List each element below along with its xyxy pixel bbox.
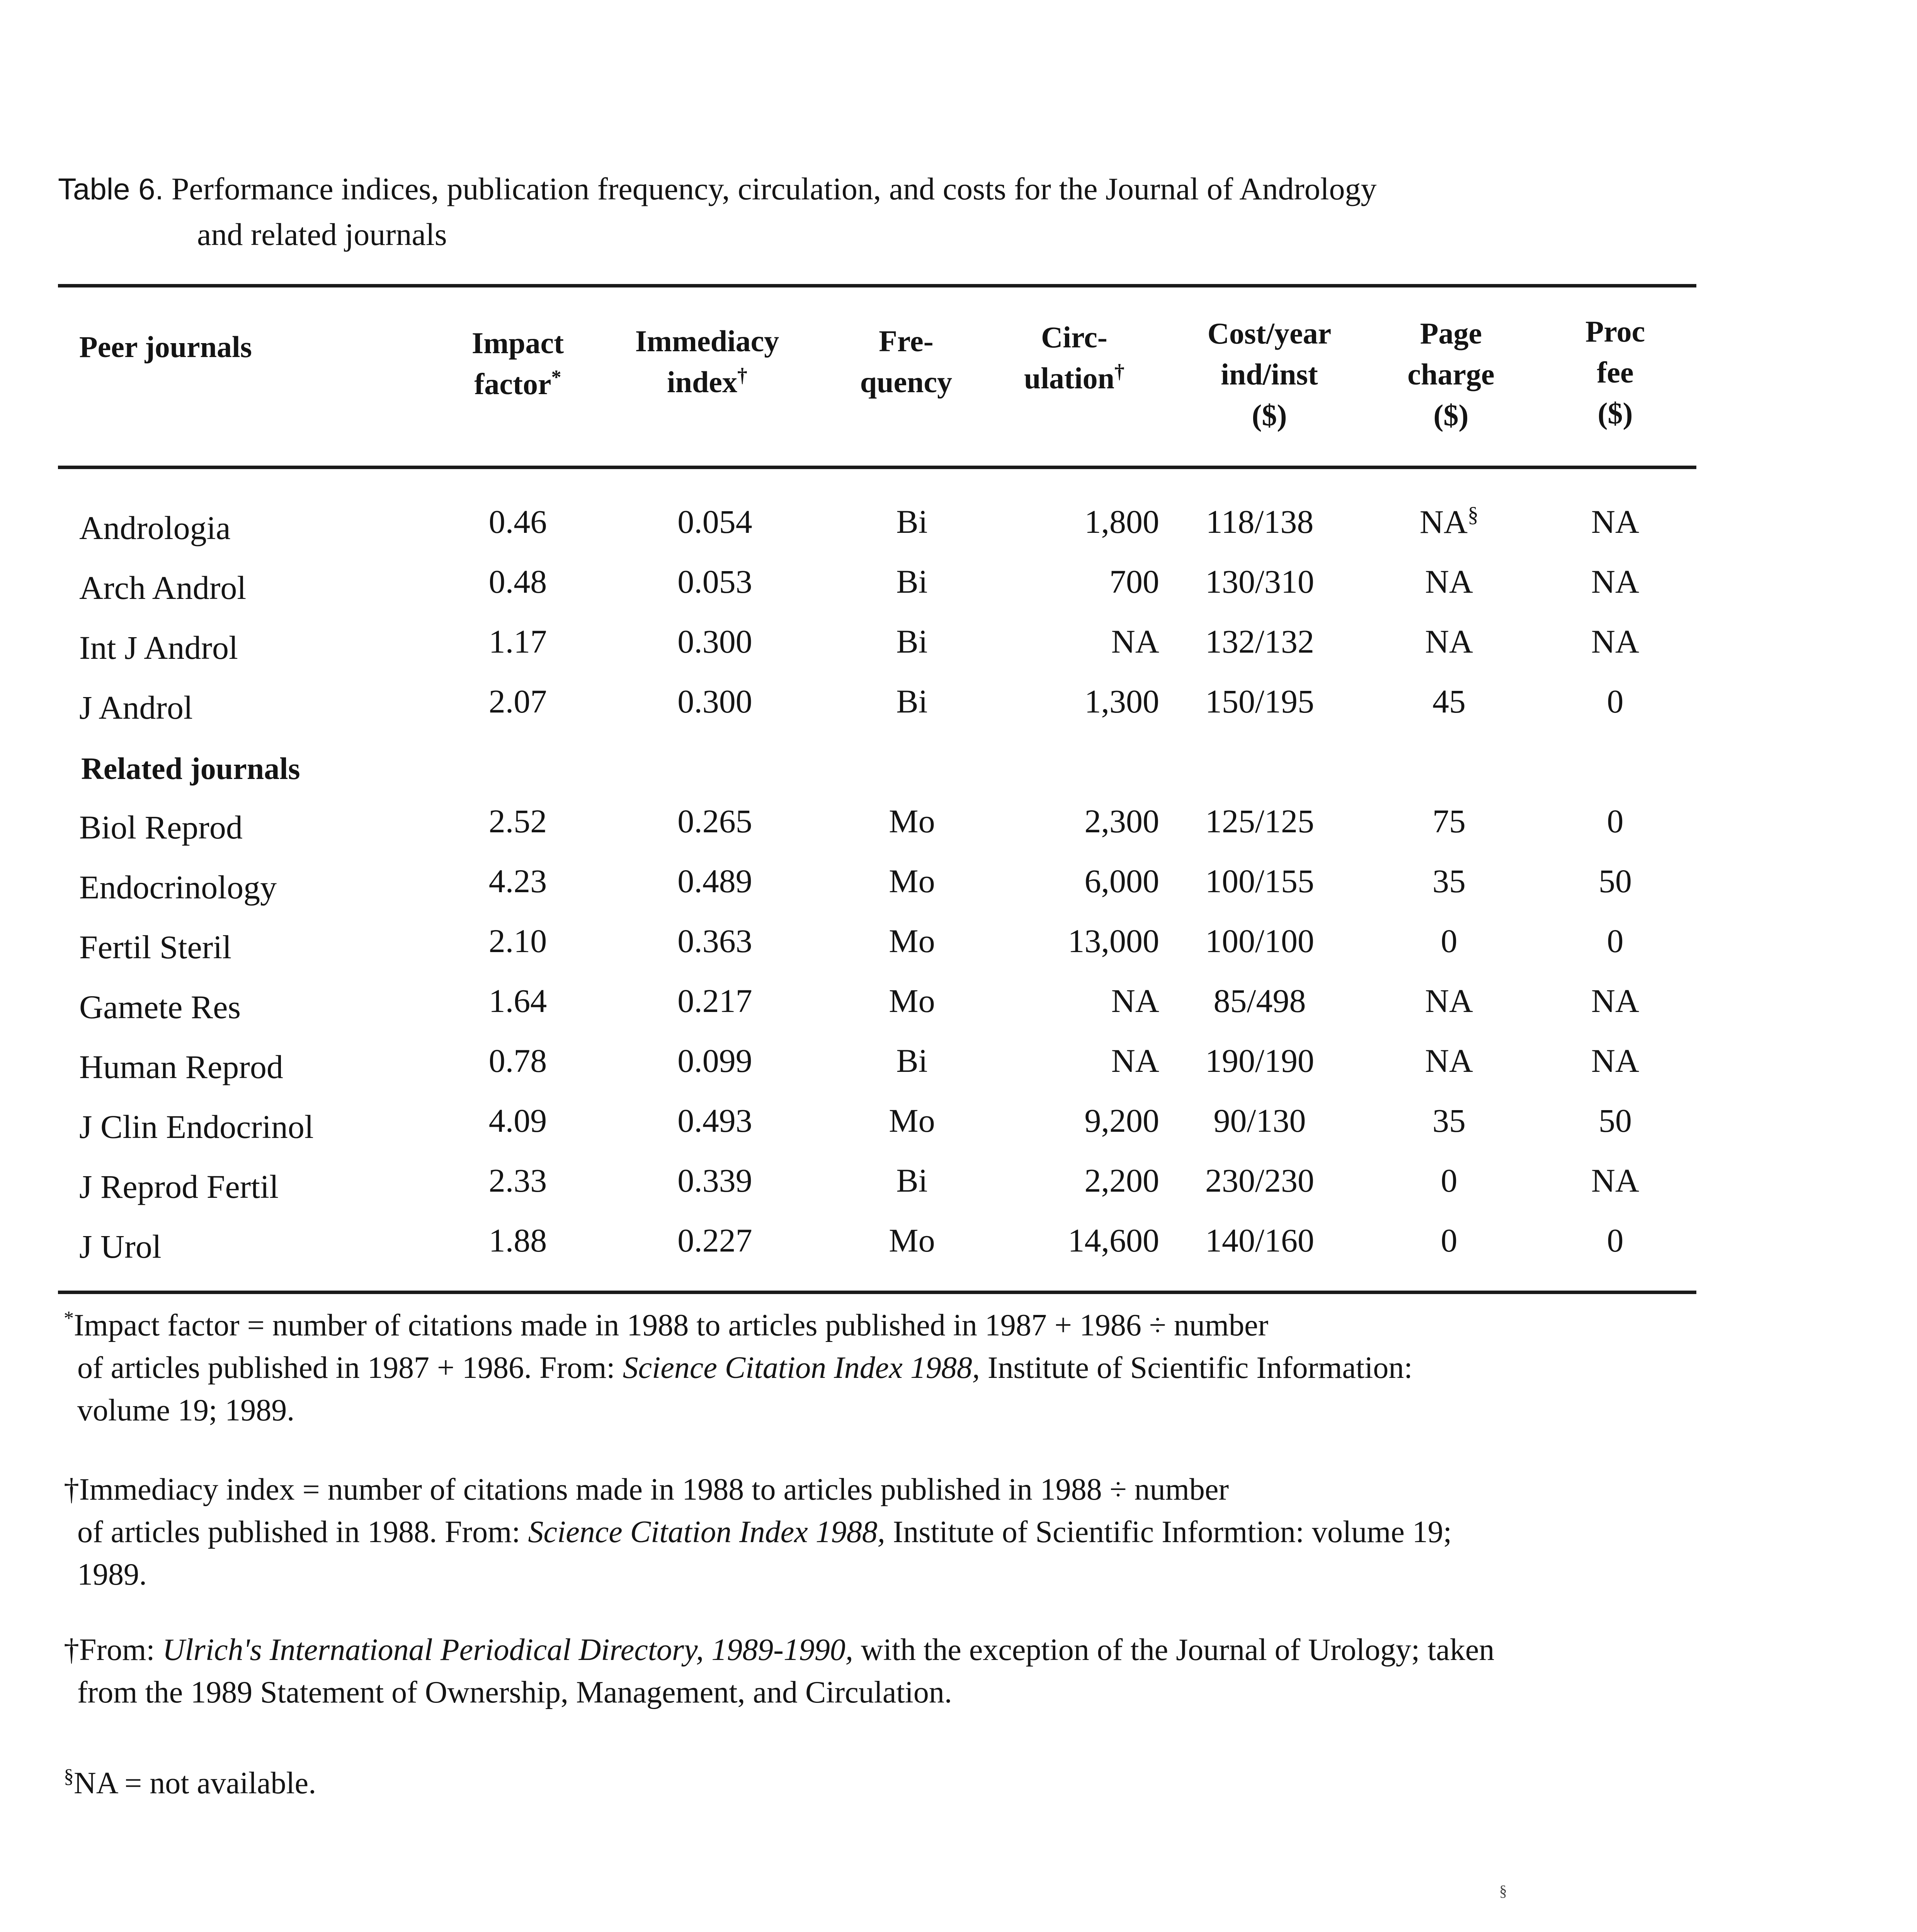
cost-value: 100/155 [1205, 862, 1314, 900]
footnote-immediacy-line2a: of articles published in 1988. From: [77, 1515, 528, 1549]
frequency-value: Mo [889, 922, 935, 959]
cost-value: 150/195 [1205, 683, 1314, 720]
journal-name: J Androl [79, 689, 193, 726]
journal-name: Andrologia [79, 509, 231, 546]
header-frequency-line2: quency [860, 365, 953, 399]
header-circulation [1005, 317, 1144, 399]
page-charge-mark: § [1468, 503, 1479, 527]
table-row [0, 622, 1917, 680]
circulation-value: 13,000 [1068, 922, 1159, 959]
circulation-value: NA [1111, 1042, 1159, 1079]
table-row [0, 682, 1917, 740]
footnote-circulation-source: Ulrich's International Periodical Directory, 1989-1990, [162, 1633, 853, 1667]
footnote-immediacy-mark: † [64, 1473, 79, 1507]
proc-fee-value: 0 [1607, 1222, 1624, 1259]
page-charge-value: NA [1425, 982, 1473, 1019]
frequency-value: Bi [896, 563, 928, 600]
immediacy-value: 0.489 [677, 862, 752, 900]
table-row [0, 562, 1917, 620]
proc-fee-value: 50 [1599, 862, 1632, 900]
immediacy-value: 0.363 [677, 922, 752, 959]
table-row [0, 1221, 1917, 1279]
header-cost-line3: ($) [1252, 398, 1287, 432]
footnote-impact-line2b: Institute of Scientific Information: [980, 1351, 1413, 1385]
footnote-impact-line2a: of articles published in 1987 + 1986. From: [77, 1351, 623, 1385]
circulation-value: 6,000 [1084, 862, 1159, 900]
cost-value: 230/230 [1205, 1162, 1314, 1199]
journal-name: J Clin Endocrinol [79, 1108, 314, 1145]
proc-fee-value: NA [1591, 623, 1640, 660]
impact-value: 1.17 [488, 623, 547, 660]
proc-fee-value: NA [1591, 1162, 1640, 1199]
impact-value: 2.07 [488, 683, 547, 720]
footnote-immediacy-line2b: Institute of Scientific Informtion: volume 19; [885, 1515, 1452, 1549]
impact-value: 0.78 [488, 1042, 547, 1079]
footnote-na [64, 1762, 1745, 1804]
header-impact-mark: * [551, 366, 561, 388]
footnote-impact-source: Science Citation Index 1988, [623, 1351, 980, 1385]
footnote-circulation-line2: from the 1989 Statement of Ownership, Management, and Circulation. [77, 1675, 952, 1709]
circulation-value: 700 [1109, 563, 1159, 600]
cost-value: 118/138 [1206, 503, 1314, 540]
impact-value: 0.46 [488, 503, 547, 540]
table-row [0, 1101, 1917, 1159]
header-proc-line2: fee [1597, 355, 1634, 389]
frequency-value: Bi [896, 683, 928, 720]
proc-fee-value: 0 [1607, 803, 1624, 840]
page-charge-value: 0 [1441, 922, 1458, 959]
footnote-impact-line1: Impact factor = number of citations made in 1988 to articles published in 1987 + 1986 ÷ number [74, 1308, 1269, 1342]
table-row [0, 922, 1917, 980]
page-charge-value: 0 [1441, 1162, 1458, 1199]
impact-value: 1.64 [488, 982, 547, 1019]
footnote-immediacy-line3: 1989. [77, 1558, 147, 1592]
immediacy-value: 0.339 [677, 1162, 752, 1199]
frequency-value: Bi [896, 1042, 928, 1079]
immediacy-value: 0.099 [677, 1042, 752, 1079]
proc-fee-value: NA [1591, 982, 1640, 1019]
header-journal-text: Peer journals [79, 330, 252, 364]
impact-value: 0.48 [488, 563, 547, 600]
caption-label: Table 6. [58, 172, 164, 206]
cost-value: 140/160 [1205, 1222, 1314, 1259]
header-immediacy-line2: index [667, 365, 738, 399]
footnote-circulation-mark: † [64, 1633, 79, 1667]
cost-value: 85/498 [1213, 982, 1306, 1019]
header-frequency [842, 321, 970, 403]
impact-value: 4.09 [488, 1102, 547, 1139]
impact-value: 2.33 [488, 1162, 547, 1199]
impact-value: 2.10 [488, 922, 547, 959]
immediacy-value: 0.217 [677, 982, 752, 1019]
header-proc-line1: Proc [1585, 315, 1645, 348]
header-journal [79, 327, 252, 367]
impact-value: 2.52 [488, 803, 547, 840]
caption-line2: and related journals [197, 217, 447, 252]
page-charge-value: NA [1425, 623, 1473, 660]
frequency-value: Mo [889, 1222, 935, 1259]
circulation-value: 2,300 [1084, 803, 1159, 840]
journal-name: Gamete Res [79, 988, 241, 1026]
header-impact-line2: factor [474, 367, 551, 401]
circulation-value: NA [1111, 982, 1159, 1019]
header-impact-line1: Impact [471, 326, 564, 360]
circulation-value: NA [1111, 623, 1159, 660]
header-cost [1182, 313, 1356, 436]
frequency-value: Bi [896, 503, 928, 540]
circulation-value: 2,200 [1084, 1162, 1159, 1199]
cost-value: 190/190 [1205, 1042, 1314, 1079]
header-proc-line3: ($) [1597, 396, 1633, 430]
frequency-value: Mo [889, 803, 935, 840]
header-circulation-line1: Circ- [1041, 320, 1107, 354]
header-page-line2: charge [1407, 357, 1495, 391]
journal-name: Human Reprod [79, 1048, 283, 1085]
page-charge-value: 45 [1432, 683, 1466, 720]
footnote-circulation [64, 1629, 1745, 1714]
frequency-value: Bi [896, 1162, 928, 1199]
bottom-rule [58, 1291, 1696, 1294]
journal-name: J Reprod Fertil [79, 1168, 279, 1205]
footnote-impact-mark: * [64, 1307, 74, 1330]
header-immediacy-mark: † [737, 364, 748, 386]
page-charge-value: NA [1425, 1042, 1473, 1079]
circulation-value: 14,600 [1068, 1222, 1159, 1259]
header-impact [448, 323, 587, 405]
frequency-value: Mo [889, 862, 935, 900]
footnote-circulation-line1a: From: [79, 1633, 163, 1667]
page-charge-value: 35 [1432, 862, 1466, 900]
table-row [0, 1041, 1917, 1099]
table-row [0, 981, 1917, 1039]
header-page-line3: ($) [1433, 398, 1469, 432]
frequency-value: Bi [896, 623, 928, 660]
proc-fee-value: NA [1591, 1042, 1640, 1079]
footnote-impact-line3: volume 19; 1989. [77, 1393, 295, 1427]
footnote-immediacy-line1: Immediacy index = number of citations made in 1988 to articles published in 1988 ÷ number [79, 1473, 1229, 1507]
header-proc-fee [1553, 311, 1677, 434]
header-immediacy-line1: Immediacy [635, 324, 779, 358]
header-circulation-mark: † [1114, 361, 1125, 383]
footnote-circulation-line1b: with the exception of the Journal of Urology; taken [853, 1633, 1495, 1667]
immediacy-value: 0.493 [677, 1102, 752, 1139]
cost-value: 90/130 [1213, 1102, 1306, 1139]
table-row [0, 1161, 1917, 1219]
journal-name: J Urol [79, 1228, 162, 1265]
journal-name: Int J Androl [79, 629, 238, 666]
top-rule [58, 284, 1696, 287]
proc-fee-value: NA [1591, 503, 1640, 540]
page-charge-value: 35 [1432, 1102, 1466, 1139]
table-row [0, 502, 1917, 560]
proc-fee-value: 50 [1599, 1102, 1632, 1139]
impact-value: 4.23 [488, 862, 547, 900]
journal-name: Arch Androl [79, 569, 247, 606]
header-frequency-line1: Fre- [879, 324, 934, 358]
page-charge-value: 75 [1432, 803, 1466, 840]
circulation-value: 9,200 [1084, 1102, 1159, 1139]
journal-name: Fertil Steril [79, 929, 232, 966]
header-cost-line1: Cost/year [1207, 316, 1332, 350]
proc-fee-value: 0 [1607, 683, 1624, 720]
related-journals-heading: Related journals [81, 752, 300, 786]
cost-value: 100/100 [1205, 922, 1314, 959]
header-circulation-line2: ulation [1024, 361, 1115, 395]
caption-line1: Performance indices, publication frequency, circulation, and costs for the Journal of Andrology [171, 171, 1377, 206]
proc-fee-value: NA [1591, 563, 1640, 600]
proc-fee-value: 0 [1607, 922, 1624, 959]
immediacy-value: 0.265 [677, 803, 752, 840]
table-caption [58, 166, 1681, 257]
circulation-value: 1,800 [1084, 503, 1159, 540]
immediacy-value: 0.300 [677, 623, 752, 660]
immediacy-value: 0.053 [677, 563, 752, 600]
frequency-value: Mo [889, 982, 935, 1019]
table-row [0, 802, 1917, 860]
footnote-na-mark: § [64, 1765, 74, 1787]
page-charge-value: 0 [1441, 1222, 1458, 1259]
page-charge-value: NA [1425, 563, 1473, 600]
footnote-na-text: NA = not available. [74, 1766, 316, 1800]
page-charge-value [1391, 502, 1507, 541]
page-charge-text: NA [1419, 503, 1468, 541]
impact-value: 1.88 [488, 1222, 547, 1259]
header-page-charge [1383, 313, 1519, 436]
header-cost-line2: ind/inst [1221, 357, 1318, 391]
stray-mark-right: § [1499, 1882, 1507, 1900]
journal-name: Biol Reprod [79, 809, 243, 846]
immediacy-value: 0.227 [677, 1222, 752, 1259]
journal-name: Endocrinology [79, 869, 277, 906]
footnote-immediacy [64, 1468, 1745, 1596]
footnote-impact [64, 1304, 1745, 1432]
table-row [0, 862, 1917, 920]
cost-value: 132/132 [1205, 623, 1314, 660]
header-immediacy [611, 321, 804, 403]
cost-value: 130/310 [1205, 563, 1314, 600]
header-page-line1: Page [1420, 316, 1482, 350]
footnote-immediacy-source: Science Citation Index 1988, [528, 1515, 885, 1549]
header-rule [58, 466, 1696, 469]
immediacy-value: 0.300 [677, 683, 752, 720]
immediacy-value: 0.054 [677, 503, 752, 540]
circulation-value: 1,300 [1084, 683, 1159, 720]
cost-value: 125/125 [1205, 803, 1314, 840]
frequency-value: Mo [889, 1102, 935, 1139]
